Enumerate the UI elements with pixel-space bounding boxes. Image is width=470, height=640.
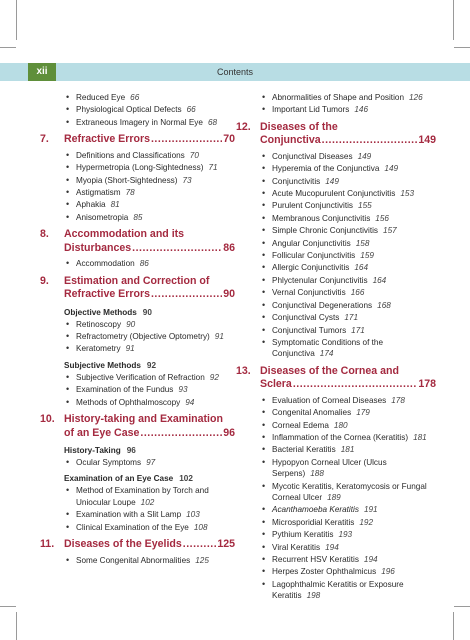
toc-entry (260, 312, 436, 323)
page-number-badge: xii (28, 63, 56, 81)
chapter-title: Diseases of the (260, 120, 338, 133)
entry-title: Ocular Symptoms (76, 458, 142, 467)
chapter-title-line (64, 133, 235, 147)
leader-dots (183, 538, 217, 552)
leader-dots (140, 427, 222, 441)
toc-entry (64, 199, 235, 210)
entry-title: Pythium Keratitis (272, 530, 334, 540)
entry-title: Angular Conjunctivitis (272, 238, 351, 248)
entry-page-number: 155 (358, 201, 372, 211)
entry-page-number: 159 (360, 251, 374, 261)
chapter-entries (64, 150, 235, 223)
toc-right-column (236, 92, 436, 603)
toc-entry (260, 517, 436, 528)
chapter-page-number: 90 (223, 288, 235, 301)
entry-title: Astigmatism (76, 187, 121, 197)
chapter-page-number: 70 (223, 133, 235, 146)
chapter-number: 7. (40, 133, 49, 146)
entry-page-number: 198 (306, 591, 321, 601)
entry-page-number: 164 (372, 275, 387, 285)
entry-page-number: 92 (209, 372, 219, 382)
chapter-title: Accommodation and its (64, 228, 185, 241)
chapter-number: 8. (40, 228, 49, 241)
toc-entry (260, 262, 436, 273)
chapter-page-number: 149 (418, 134, 436, 147)
toc-entry (64, 457, 235, 468)
leader-dots (132, 242, 222, 256)
entry-page-number: 108 (193, 522, 208, 532)
toc-entry (260, 200, 436, 211)
section-heading (64, 445, 235, 456)
entry-title: Microsporidial Keratitis (272, 517, 355, 527)
crop-mark (454, 47, 470, 48)
entry-page-number: 178 (391, 395, 405, 405)
chapter-page-number: 96 (223, 426, 235, 439)
chapter-number: 13. (236, 364, 251, 377)
entry-title: Refractometry (Objective Optometry) (76, 331, 210, 341)
entry-title: Conjunctival Diseases (272, 151, 353, 161)
entry-page-number: 102 (140, 497, 155, 507)
chapter-title: Diseases of the Eyelids (64, 538, 182, 551)
entry-title: Examination with a Slit Lamp (76, 510, 182, 520)
toc-entry (260, 444, 436, 455)
entry-title: Clinical Examination of the Eye (76, 522, 189, 532)
toc-entry (64, 331, 235, 342)
entry-page-number: 164 (354, 263, 369, 273)
chapter-page-number: 125 (217, 538, 235, 551)
entry-title: Conjunctival Degenerations (272, 300, 373, 310)
toc-entry (64, 175, 235, 186)
entry-title: Hypermetropia (Long-Sightedness) (76, 163, 204, 173)
toc-entry (64, 372, 235, 383)
leader-dots (293, 378, 418, 392)
entry-title: Membranous Conjunctivitis (272, 213, 371, 223)
crop-mark (0, 606, 16, 607)
entry-title: Viral Keratitis (272, 542, 321, 552)
entry-title: Abnormalities of Shape and Position (272, 93, 404, 102)
toc-entry (64, 187, 235, 198)
chapter-title: Disturbances (64, 241, 132, 254)
entry-title: Corneal Edema (272, 420, 329, 430)
running-title: Contents (216, 67, 254, 77)
toc-entry (260, 579, 436, 602)
entry-title: Subjective Verification of Refraction (76, 372, 205, 382)
entry-page-number: 91 (214, 331, 224, 341)
toc-entry (260, 238, 436, 249)
entry-title: Method of Examination by Torch and Uniocular Loupe (76, 486, 209, 507)
toc-entry (260, 188, 436, 199)
entry-title: Simple Chronic Conjunctivitis (272, 226, 379, 236)
section-group (64, 473, 235, 533)
section-page-number: 92 (146, 360, 156, 370)
chapter-heading[interactable] (236, 121, 436, 148)
chapter-title: Estimation and Correction of (64, 274, 210, 287)
chapter-title: Sclera (260, 378, 292, 391)
crop-mark (16, 0, 17, 40)
toc-entry (64, 397, 235, 408)
entry-page-number: 174 (319, 349, 334, 359)
entry-page-number: 93 (178, 385, 188, 395)
chapter-title: of an Eye Case (64, 426, 140, 439)
entry-title: Hypopyon Corneal Ulcer (Ulcus Serpens) (272, 457, 387, 479)
section-title: Subjective Methods (64, 360, 141, 370)
chapter-number: 10. (40, 413, 55, 425)
section-group (64, 360, 235, 408)
section-heading (64, 360, 235, 371)
entry-page-number: 94 (185, 397, 195, 407)
section-group (64, 445, 235, 468)
entry-page-number: 66 (186, 105, 196, 115)
entry-page-number: 180 (333, 420, 348, 430)
entry-page-number: 149 (384, 164, 399, 174)
entry-page-number: 156 (375, 213, 389, 223)
section-group (64, 307, 235, 355)
toc-entry (260, 151, 436, 162)
toc-entry (64, 258, 235, 269)
entry-title: Symptomatic Conditions of the Conjunctiva (272, 337, 384, 359)
chapter-title-line (64, 228, 235, 242)
chapter-entries (64, 555, 235, 566)
section-title: Objective Methods (64, 307, 137, 317)
entry-page-number: 181 (340, 445, 355, 455)
entry-title: Conjunctivitis (272, 176, 321, 186)
crop-mark (453, 0, 454, 40)
toc-entry (260, 163, 436, 174)
toc-entry (260, 337, 436, 360)
entry-title: Lagophthalmic Keratitis or Exposure Keratitis (272, 579, 404, 601)
entry-title: Some Congenital Abnormalities (76, 555, 191, 565)
entry-page-number: 166 (350, 288, 365, 298)
toc-entry (260, 504, 436, 515)
entry-page-number: 85 (133, 212, 143, 222)
entry-page-number: 153 (400, 189, 415, 199)
entry-title: Important Lid Tumors (272, 105, 350, 115)
chapter-page-number: 86 (223, 241, 235, 254)
toc-entry (260, 104, 436, 115)
crop-mark (16, 612, 17, 640)
entry-page-number: 171 (344, 313, 359, 323)
entry-page-number: 149 (357, 151, 372, 161)
entry-title: Phlyctenular Conjunctivitis (272, 275, 368, 285)
chapter-title-line (64, 275, 235, 289)
toc-entry (260, 395, 436, 406)
toc-entry (64, 509, 235, 520)
chapter-title: Refractive Errors (64, 133, 150, 146)
entry-title: Conjunctival Cysts (272, 313, 340, 323)
section-page-number: 102 (179, 474, 193, 484)
toc-entry (64, 522, 235, 533)
toc-entry (64, 212, 235, 223)
leader-dots (151, 288, 222, 302)
toc-entry (64, 555, 235, 566)
entry-page-number: 91 (125, 344, 135, 354)
chapter-heading[interactable] (40, 413, 235, 440)
toc-entry (260, 542, 436, 553)
entry-page-number: 90 (126, 319, 136, 329)
chapter-page-number: 178 (418, 378, 436, 391)
toc-entry (260, 176, 436, 187)
leader-dots (322, 134, 418, 148)
entry-title: Inflammation of the Cornea (Keratitis) (272, 432, 409, 442)
section-heading (64, 307, 235, 318)
toc-entry (260, 432, 436, 443)
entry-page-number: 126 (409, 93, 423, 102)
section-heading (64, 473, 235, 484)
entry-page-number: 168 (377, 300, 391, 310)
entry-title: Recurrent HSV Keratitis (272, 555, 359, 564)
entry-page-number: 191 (363, 505, 378, 515)
section-page-number: 96 (126, 446, 136, 455)
entry-page-number: 179 (356, 408, 370, 418)
entry-title: Follicular Conjunctivitis (272, 251, 356, 261)
toc-entry (260, 325, 436, 336)
crop-mark (453, 612, 454, 640)
chapter-entries (260, 395, 436, 602)
chapter-title-line (64, 413, 235, 427)
toc-entry (260, 529, 436, 540)
entry-title: Retinoscopy (76, 319, 122, 329)
toc-entry (260, 250, 436, 261)
entry-title: Keratometry (76, 344, 121, 354)
chapter-entries (64, 92, 235, 128)
chapter-heading[interactable] (40, 228, 235, 255)
toc-entry (260, 275, 436, 286)
toc-entry (260, 300, 436, 311)
entry-title: Accommodation (76, 259, 135, 269)
entry-title: Acute Mucopurulent Conjunctivitis (272, 189, 396, 199)
chapter-title-line (260, 121, 436, 135)
entry-title: Acanthamoeba Keratitis (272, 505, 359, 515)
entry-title: Congenital Anomalies (272, 408, 352, 418)
entry-title: Herpes Zoster Ophthalmicus (272, 567, 377, 577)
chapter-title-line (260, 365, 436, 379)
entry-page-number: 188 (310, 469, 324, 479)
chapter-title-line (260, 134, 436, 148)
chapter-title-line (64, 427, 235, 441)
entry-title: Physiological Optical Defects (76, 105, 182, 115)
toc-entry (260, 407, 436, 418)
toc-entry (64, 343, 235, 354)
toc-entry (260, 566, 436, 577)
entry-page-number: 181 (413, 432, 427, 442)
entry-page-number: 81 (110, 200, 120, 210)
entry-page-number: 125 (195, 555, 209, 565)
toc-left-column (40, 92, 235, 567)
toc-entry (260, 213, 436, 224)
chapter-title: Conjunctiva (260, 134, 321, 147)
crop-mark (0, 47, 16, 48)
chapter-heading[interactable] (40, 133, 235, 147)
entry-title: Purulent Conjunctivitis (272, 201, 354, 211)
entry-title: Vernal Conjunctivitis (272, 288, 346, 298)
chapter-entries (64, 258, 235, 269)
chapter-number: 12. (236, 120, 251, 133)
entry-title: Evaluation of Corneal Diseases (272, 395, 387, 405)
entry-page-number: 73 (182, 175, 192, 185)
entry-page-number: 70 (189, 150, 199, 160)
entry-page-number: 193 (338, 530, 353, 540)
chapter-heading[interactable] (40, 275, 235, 302)
toc-entry (64, 92, 235, 103)
entry-page-number: 194 (325, 542, 339, 552)
entry-title: Definitions and Classifications (76, 150, 185, 160)
leader-dots (151, 133, 222, 147)
chapter-entries (260, 92, 436, 116)
entry-title: Hyperemia of the Conjunctiva (272, 164, 380, 174)
chapter-title: Diseases of the Cornea and (260, 364, 399, 377)
entry-page-number: 192 (359, 517, 374, 527)
entry-title: Anisometropia (76, 212, 129, 222)
toc-entry (260, 225, 436, 236)
toc-entry (260, 420, 436, 431)
chapter-entries (260, 151, 436, 360)
toc-entry (64, 162, 235, 173)
toc-entry (64, 384, 235, 395)
entry-page-number: 103 (186, 510, 200, 520)
entry-page-number: 78 (125, 187, 135, 197)
chapter-title: History-taking and Examination (64, 413, 223, 425)
chapter-number: 9. (40, 274, 49, 287)
chapter-title: Refractive Errors (64, 288, 150, 301)
entry-title: Reduced Eye (76, 93, 126, 102)
chapter-title-line (64, 288, 235, 302)
entry-title: Bacterial Keratitis (272, 445, 336, 455)
chapter-title-line (64, 242, 235, 256)
entry-page-number: 158 (355, 238, 370, 248)
section-page-number: 90 (142, 307, 152, 317)
entry-page-number: 66 (130, 93, 140, 102)
entry-page-number: 68 (207, 117, 218, 127)
section-title: History-Taking (64, 446, 121, 455)
toc-entry (64, 117, 235, 128)
chapter-title-line (260, 378, 436, 392)
entry-title: Allergic Conjunctivitis (272, 263, 350, 273)
entry-page-number: 146 (354, 105, 369, 115)
entry-page-number: 71 (208, 163, 218, 173)
entry-title: Examination of the Fundus (76, 385, 174, 395)
chapter-heading[interactable] (40, 538, 235, 552)
entry-page-number: 149 (325, 176, 339, 186)
entry-title: Myopia (Short-Sightedness) (76, 175, 178, 185)
chapter-number: 11. (40, 538, 55, 551)
toc-entry (260, 481, 436, 504)
chapter-heading[interactable] (236, 365, 436, 392)
entry-page-number: 97 (146, 458, 156, 467)
entry-title: Extraneous Imagery in Normal Eye (76, 117, 203, 127)
toc-entry (260, 554, 436, 565)
entry-page-number: 189 (327, 492, 341, 502)
crop-mark (454, 606, 470, 607)
toc-entry (260, 92, 436, 103)
entry-page-number: 196 (381, 567, 395, 577)
entry-page-number: 171 (351, 325, 365, 335)
entry-page-number: 157 (383, 226, 397, 236)
entry-page-number: 194 (363, 555, 378, 564)
toc-entry (64, 150, 235, 161)
toc-entry (64, 319, 235, 330)
section-title: Examination of an Eye Case (64, 474, 174, 484)
entry-title: Mycotic Keratitis, Keratomycosis or Fungal Corneal Ulcer (272, 481, 427, 502)
toc-entry (64, 104, 235, 115)
entry-page-number: 86 (139, 259, 149, 269)
toc-entry (260, 457, 436, 480)
entry-title: Methods of Ophthalmoscopy (76, 397, 181, 407)
toc-entry (64, 485, 235, 508)
entry-title: Conjunctival Tumors (272, 325, 347, 335)
chapter-title-line (64, 538, 235, 552)
entry-title: Aphakia (76, 200, 106, 210)
toc-entry (260, 287, 436, 298)
